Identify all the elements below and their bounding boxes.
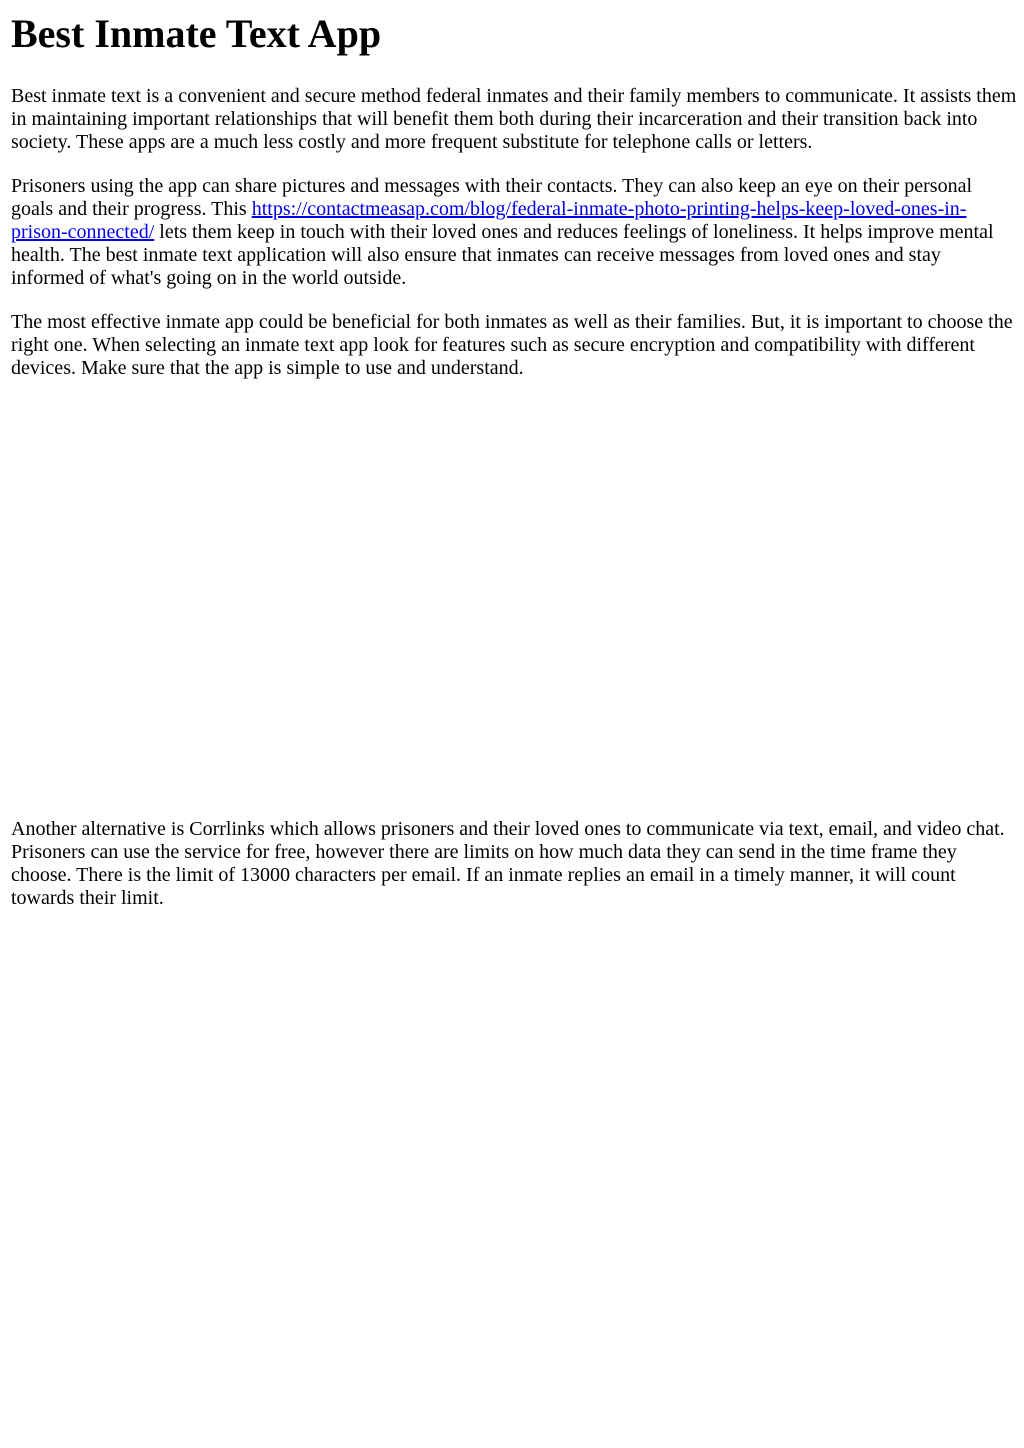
paragraph-corrlinks: Another alternative is Corrlinks which allows prisoners and their loved ones to communicate via text, email, and video chat. Prisoners can use the service for free, however there are limits on how much data they can send in the time frame they choose. There is the limit of 13000 characters per email. If an inmate replies an email in a timely manner, it will count towards their limit. [11, 818, 1005, 909]
empty-embed-area [11, 380, 1019, 818]
paragraph-choosing: The most effective inmate app could be beneficial for both inmates as well as their families. But, it is important to choose the right one. When selecting an inmate text app look for features such as secure encryption and compatibility with different devices. Make sure that the app is simple to use and understand. [11, 311, 1013, 379]
page-title: Best Inmate Text App [11, 11, 382, 56]
paragraph-intro: Best inmate text is a convenient and secure method federal inmates and their family members to communicate. It assists them in maintaining important relationships that will benefit them both during their incarceration and their transition back into society. These apps are a much less costly and more frequent substitute for telephone calls or letters. [11, 85, 1017, 153]
article [11, 0, 1019, 910]
paragraph-features-text-before: Prisoners using the app can share pictures and messages with their contacts. They can also keep an eye on their personal goals and their progress. This [11, 175, 972, 220]
contactmeasap-link[interactable]: https://contactmeasap.com/blog/federal-inmate-photo-printing-helps-keep-loved-ones-in-prison-connected/ [11, 198, 967, 243]
paragraph-features [11, 175, 1019, 290]
paragraph-features-text-after: lets them keep in touch with their loved ones and reduces feelings of loneliness. It helps improve mental health. The best inmate text application will also ensure that inmates can receive messages from loved ones and stay informed of what's going on in the world outside. [11, 221, 994, 289]
